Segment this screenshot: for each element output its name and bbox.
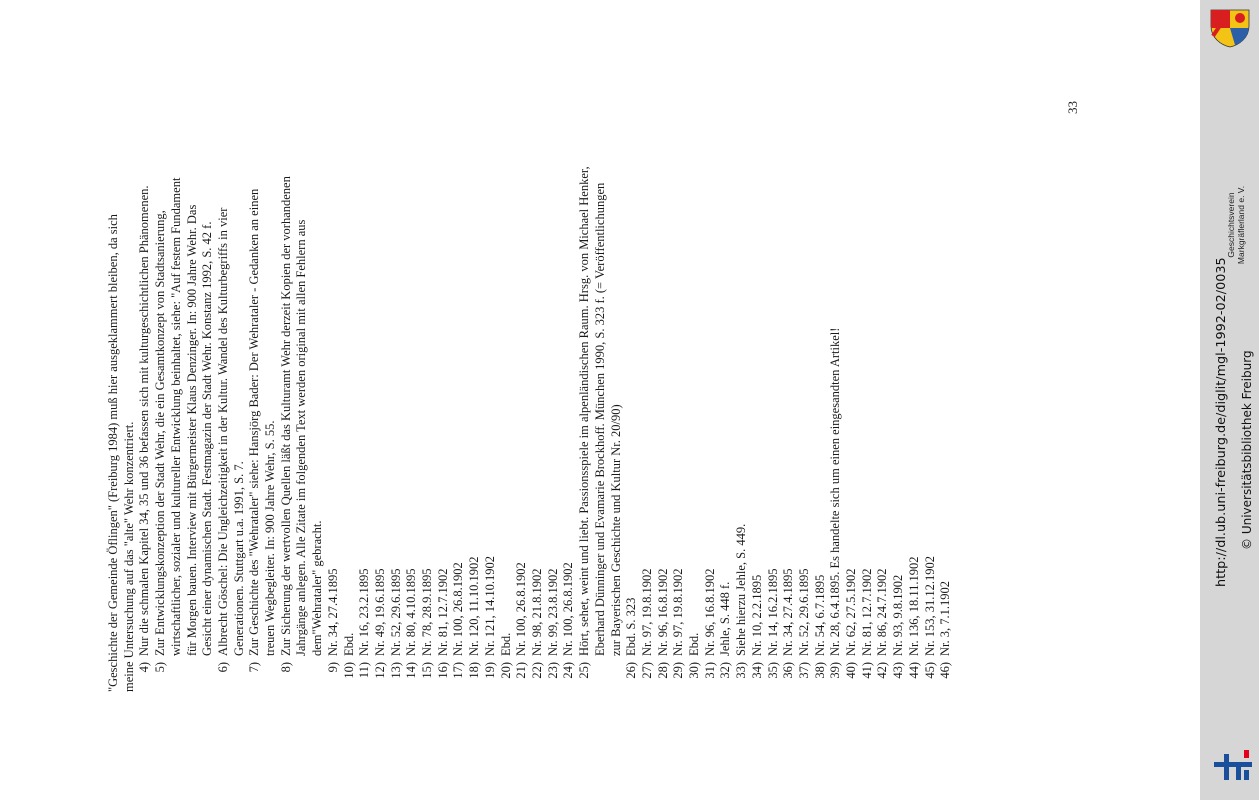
footnote-item	[467, 92, 483, 692]
footnote-text-line: Nr. 136, 18.11.1902	[906, 556, 921, 656]
footnote-number: 22)	[529, 662, 544, 679]
footnote-number: 34)	[749, 662, 764, 679]
footnote-text-line: Nur die schmalen Kapitel 34, 35 und 36 befassen sich mit kulturgeschichtlichen Phänomenen.	[137, 185, 152, 656]
footnote-text-line: Albrecht Göschel: Die Ungleichzeitigkeit in der Kultur. Wandel des Kulturbegriffs in vier	[215, 207, 230, 656]
footnote-text-line: Nr. 14, 16.2.1895	[765, 568, 780, 656]
footnote-item	[844, 92, 860, 692]
footnote-item	[216, 92, 247, 692]
footnote-text-line: Siehe hierzu Jehle, S. 449.	[734, 523, 749, 656]
footnote-number: 13)	[388, 662, 403, 679]
footnote-text-line: Nr. 93, 9.8.1902	[891, 574, 906, 656]
footnote-text-line: Nr. 49, 19.6.1895	[372, 568, 387, 656]
footnote-text-line: Nr. 98, 21.8.1902	[529, 568, 544, 656]
footnote-item	[436, 92, 452, 692]
footnote-number: 21)	[514, 662, 529, 679]
footnote-item	[687, 92, 703, 692]
footnote-number: 15)	[420, 662, 435, 679]
footnote-number: 36)	[781, 662, 796, 679]
footnote-text-line: Nr. 62, 27.5.1902	[844, 568, 859, 656]
footnote-number: 19)	[482, 662, 497, 679]
footnote-text-line: Jehle, S. 448 f.	[718, 581, 733, 656]
footnote-item	[483, 92, 499, 692]
footnote-text-line: Nr. 96, 16.8.1902	[655, 568, 670, 656]
footnote-text-line: dem"Wehrataler" gebracht.	[310, 520, 325, 656]
footnote-text-line: Jahrgänge anlegen. Alle Zitate im folgenden Text werden original mit allen Fehlern aus	[294, 219, 309, 656]
footnote-item	[577, 92, 624, 692]
footnote-item	[907, 92, 923, 692]
footnote-text-line: Hört, sehet, weint und liebt. Passionsspiele im alpenländischen Raum. Hrsg. von Michael Henker,	[577, 166, 592, 656]
footnote-text-line: Nr. 81, 12.7.1902	[859, 568, 874, 656]
footnote-text-line: Zur Geschichte des "Wehrataler" siehe: Hansjörg Bader: Der Wehrataler - Gedanken an einen	[247, 188, 262, 656]
footnote-text-line: Zur Sicherung der wertvollen Quellen läßt das Kulturamt Wehr derzeit Kopien der vorhandenen	[278, 176, 293, 656]
footnote-item	[404, 92, 420, 692]
footnote-item	[656, 92, 672, 692]
footnote-number: 18)	[467, 662, 482, 679]
footnote-number: 12)	[372, 662, 387, 679]
footnote-text-line: Nr. 80, 4.10.1895	[404, 568, 419, 656]
footnote-number: 41)	[859, 662, 874, 679]
footnote-text-line: Nr. 81, 12.7.1902	[435, 568, 450, 656]
footnote-text-line: Nr. 100, 26.8.1902	[561, 562, 576, 656]
footnote-text-line: Nr. 28, 6.4.1895. Es handelte sich um einen eingesandten Artikel!	[828, 327, 843, 656]
footnote-text-line: wirtschaftlicher, sozialer und kultureller Entwicklung beinhaltet, siehe: "Auf festem Fundament	[168, 177, 183, 656]
footnote-text-line: Nr. 54, 6.7.1895	[812, 574, 827, 656]
footnote-item	[279, 92, 326, 692]
university-library-logo-icon	[1212, 748, 1254, 782]
footnote-text-line: Nr. 100, 26.8.1902	[451, 562, 466, 656]
footnote-item	[137, 92, 153, 692]
footnote-text-line: für Morgen bauen. Interview mit Bürgermeister Klaus Denzinger. In: 900 Jahre Wehr. Das	[184, 204, 199, 656]
footnote-item	[828, 92, 844, 692]
footnote-item	[923, 92, 939, 692]
footnote-item	[420, 92, 436, 692]
footnote-number: 26)	[624, 662, 639, 679]
footnote-number: 17)	[451, 662, 466, 679]
footnote-item	[561, 92, 577, 692]
permalink-url[interactable]: http://dl.ub.uni-freiburg.de/diglit/mgl-1992-02/0035	[1214, 257, 1229, 587]
footnote-text-line: Nr. 97, 19.8.1902	[639, 568, 654, 656]
footnote-text-line: "Geschichte der Gemeinde Öflingen" (Freiburg 1984) muß hier ausgeklammert bleiben, da sich	[106, 214, 120, 692]
footnote-item	[357, 92, 373, 692]
footnote-number: 20)	[498, 662, 513, 679]
footnote-item	[514, 92, 530, 692]
footnote-item	[718, 92, 734, 692]
footnote-item	[624, 92, 640, 692]
footnote-text-line: zur Bayerischen Geschichte und Kultur Nr. 20/90)	[608, 404, 623, 656]
footnote-number: 32)	[718, 662, 733, 679]
footnote-text-line: Nr. 34, 27.4.1895	[325, 568, 340, 656]
society-line-1: Geschichtsverein	[1226, 192, 1236, 258]
footnote-number: 45)	[922, 662, 937, 679]
footnote-item	[703, 92, 719, 692]
footnote-item	[797, 92, 813, 692]
footnote-text-line: Zur Entwicklungskonzeption der Stadt Wehr, die ein Gesamtkonzept von Stadtsanierung,	[153, 210, 168, 656]
footnote-number: 46)	[938, 662, 953, 679]
footnote-item	[342, 92, 358, 692]
footnote-text-line: meine Untersuchung auf das "alte" Wehr konzentriert.	[121, 421, 136, 692]
footnote-text-line: treuen Wegbegleiter. In: 900 Jahre Wehr, S. 55.	[263, 420, 278, 656]
footnote-item	[781, 92, 797, 692]
footnote-text-line: Nr. 100, 26.8.1902	[514, 562, 529, 656]
footnote-text-line: Nr. 52, 29.6.1895	[796, 568, 811, 656]
footnote-text-line: Nr. 34, 27.4.1895	[781, 568, 796, 656]
footnote-number: 37)	[796, 662, 811, 679]
footnote-text-line: Nr. 86, 24.7.1902	[875, 568, 890, 656]
footnote-text-line: Nr. 99, 23.8.1902	[545, 568, 560, 656]
footnote-number: 27)	[639, 662, 654, 679]
footnote-item	[813, 92, 829, 692]
footnote-text-line: Generationen. Stuttgart u.a. 1991, S. 7.	[231, 461, 246, 656]
footnote-text-line: Ebd.	[341, 632, 356, 656]
footnote-text-line: Ebd. S. 323	[624, 597, 639, 656]
footnote-number: 8)	[278, 662, 293, 673]
footnote-text-line: Nr. 3, 7.1.1902	[938, 581, 953, 656]
footnote-text-line: Nr. 96, 16.8.1902	[702, 568, 717, 656]
footnote-number: 44)	[906, 662, 921, 679]
footnote-list	[106, 92, 954, 692]
footnote-text-line: Eberhard Dünninger und Evamarie Brockhoff. München 1990, S. 323 f. (= Veröffentlichungen	[592, 182, 607, 656]
footnote-item	[373, 92, 389, 692]
footnote-text-line: Ebd.	[498, 632, 513, 656]
footnote-number: 28)	[655, 662, 670, 679]
footnote-text-line: Nr. 10, 2.2.1895	[749, 574, 764, 656]
footnote-number: 14)	[404, 662, 419, 679]
footnote-number: 38)	[812, 662, 827, 679]
footnote-number: 35)	[765, 662, 780, 679]
page-number: 33	[1065, 101, 1080, 114]
footnote-text-line: Ebd.	[687, 632, 702, 656]
footnote-item	[546, 92, 562, 692]
footnote-number: 42)	[875, 662, 890, 679]
footnote-item	[451, 92, 467, 692]
footnote-number: 29)	[671, 662, 686, 679]
footnote-number: 24)	[561, 662, 576, 679]
footnote-number: 10)	[341, 662, 356, 679]
footnote-item	[326, 92, 342, 692]
footnote-item	[860, 92, 876, 692]
footnote-item	[247, 92, 278, 692]
footnote-item	[766, 92, 782, 692]
footnote-number: 43)	[891, 662, 906, 679]
footnote-item	[389, 92, 405, 692]
footnote-number: 39)	[828, 662, 843, 679]
footnote-number: 11)	[357, 662, 372, 679]
footnote-number: 30)	[687, 662, 702, 679]
footnote-text-line: Nr. 153, 31.12.1902	[922, 556, 937, 656]
copyright-notice: © Universitätsbibliothek Freiburg	[1240, 350, 1254, 550]
footnote-item	[671, 92, 687, 692]
footnote-number: 16)	[435, 662, 450, 679]
footnote-text-line: Gesicht einer dynamischen Stadt. Festmagazin der Stadt Wehr. Konstanz 1992, S. 42 f.	[200, 221, 215, 656]
footnote-number: 31)	[702, 662, 717, 679]
footnote-number: 25)	[577, 662, 592, 679]
footnote-text-line: Nr. 52, 29.6.1895	[388, 568, 403, 656]
footnote-number: 40)	[844, 662, 859, 679]
footnote-text-line: Nr. 97, 19.8.1902	[671, 568, 686, 656]
footnote-item	[640, 92, 656, 692]
footnote-item	[875, 92, 891, 692]
footnote-item	[106, 92, 137, 692]
footnote-number: 6)	[215, 662, 230, 673]
society-line-2: Markgräflerland e. V.	[1236, 185, 1246, 265]
footnote-number: 9)	[325, 662, 340, 673]
footnote-item	[938, 92, 954, 692]
footnote-item	[891, 92, 907, 692]
footnote-number: 4)	[137, 662, 152, 673]
footnote-number: 5)	[153, 662, 168, 673]
footnote-text-line: Nr. 120, 11.10.1902	[467, 556, 482, 656]
footnote-item	[750, 92, 766, 692]
footnote-item	[530, 92, 546, 692]
footnote-item	[499, 92, 515, 692]
footnote-text-line: Nr. 121, 14.10.1902	[482, 556, 497, 656]
footnote-item	[153, 92, 216, 692]
footnote-number: 33)	[734, 662, 749, 679]
footnote-text-line: Nr. 16, 23.2.1895	[357, 568, 372, 656]
footnote-number: 7)	[247, 662, 262, 673]
footnote-text-line: Nr. 78, 28.9.1895	[420, 568, 435, 656]
footnote-item	[734, 92, 750, 692]
footnote-number: 23)	[545, 662, 560, 679]
